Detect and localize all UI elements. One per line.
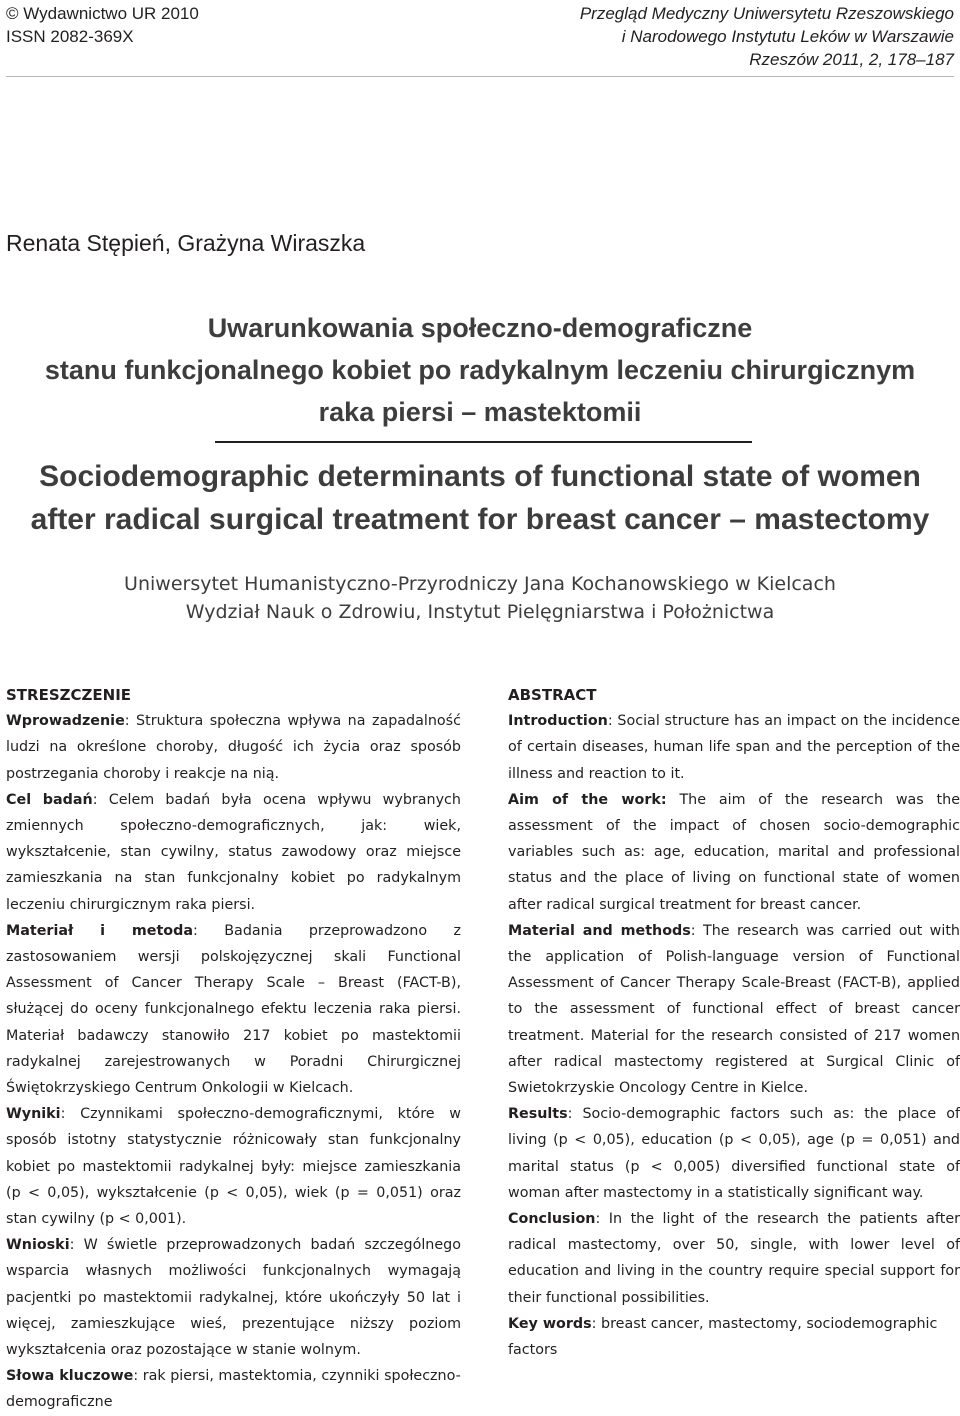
title-polish-line: raka piersi – mastektomii bbox=[318, 397, 642, 427]
title-english bbox=[0, 455, 960, 541]
section-text: : The research was carried out with the application of Polish-language version of Functional Assessment of Cancer Therapy Scale-Breast (FACT-B), applied to the assessment of functional effect of breast cancer treatment. Material for the research consisted of 217 women after radical mastectomy registered at Surgical Clinic of Swietokrzyskie Oncology Centre in Kielce. bbox=[508, 922, 960, 1097]
affiliation bbox=[0, 570, 960, 626]
abstract-section bbox=[508, 787, 960, 918]
section-text: : breast cancer, mastectomy, sociodemographic factors bbox=[508, 1315, 938, 1359]
section-text: : Socio-demographic factors such as: the place of living (p < 0,05), education (p < 0,05), age (p = 0,051) and marital status (p < 0,005) diversified functional state of woman after mastectomy in a statistically significant way. bbox=[508, 1106, 960, 1201]
section-label: Key words bbox=[508, 1315, 592, 1332]
section-text: : W świetle przeprowadzonych badań szczególnego wsparcia własnych możliwości funkcjonalnych wymagają pacjentki po mastektomii radykalnej, które ukończyły 50 lat i więcej, zamieszkujące wieś, prezentujące niższy poziom wykształcenia oraz pozostające w stanie wolnym. bbox=[6, 1237, 461, 1359]
publisher-info bbox=[6, 2, 199, 48]
abstract-column bbox=[508, 682, 960, 1363]
streszczenie-section bbox=[6, 787, 461, 918]
section-text: : Social structure has an impact on the incidence of certain diseases, human life span and the perception of the illness and reaction to it. bbox=[508, 713, 960, 782]
affiliation-line: Wydział Nauk o Zdrowiu, Instytut Pielęgniarstwa i Położnictwa bbox=[185, 601, 775, 623]
journal-name-line-1: Przegląd Medyczny Uniwersytetu Rzeszowskiego bbox=[579, 4, 954, 23]
section-label: Wprowadzenie bbox=[6, 713, 125, 730]
section-label: Słowa kluczowe bbox=[6, 1368, 134, 1385]
issn-line: ISSN 2082-369X bbox=[6, 27, 134, 46]
section-label: Results bbox=[508, 1106, 568, 1123]
section-label: Cel badań bbox=[6, 791, 93, 808]
section-label: Wnioski bbox=[6, 1237, 70, 1254]
section-text: : In the light of the research the patients after radical mastectomy, over 50, single, with lower level of education and living in the country require special support for their functional possibilities. bbox=[508, 1211, 960, 1306]
streszczenie-section bbox=[6, 1232, 461, 1363]
streszczenie-section bbox=[6, 1101, 461, 1232]
title-polish bbox=[0, 307, 960, 433]
section-text: : Struktura społeczna wpływa na zapadalność ludzi na określone choroby, długość ich życia oraz sposób postrzegania choroby i reakcje na nią. bbox=[6, 713, 461, 782]
title-divider bbox=[215, 441, 752, 443]
journal-issue-line: Rzeszów 2011, 2, 178–187 bbox=[749, 50, 954, 69]
title-polish-line: Uwarunkowania społeczno-demograficzne bbox=[207, 313, 753, 343]
streszczenie-heading: STRESZCZENIE bbox=[6, 686, 132, 704]
section-label: Material and methods bbox=[508, 922, 691, 939]
section-label: Materiał i metoda bbox=[6, 922, 194, 939]
affiliation-line: Uniwersytet Humanistyczno-Przyrodniczy Jana Kochanowskiego w Kielcach bbox=[124, 573, 836, 595]
title-english-line: Sociodemographic determinants of functional state of women bbox=[39, 460, 921, 493]
authors: Renata Stępień, Grażyna Wiraszka bbox=[6, 230, 366, 256]
streszczenie-section bbox=[6, 918, 461, 1101]
section-text: The aim of the research was the assessment of the impact of chosen socio-demographic variables such as: age, education, marital and professional status and the place of living on functional state of women after radical surgical treatment for breast cancer. bbox=[508, 791, 960, 913]
header-divider bbox=[6, 76, 954, 77]
journal-info bbox=[580, 2, 954, 71]
copyright-line: © Wydawnictwo UR 2010 bbox=[6, 4, 199, 23]
keywords-en bbox=[508, 1311, 960, 1363]
abstract-heading: ABSTRACT bbox=[508, 686, 597, 704]
abstract-section bbox=[508, 708, 960, 787]
journal-name-line-2: i Narodowego Instytutu Leków w Warszawie bbox=[621, 27, 954, 46]
abstract-section bbox=[508, 1101, 960, 1206]
section-text: : Badania przeprowadzono z zastosowaniem wersji polskojęzycznej skali Functional Assessment of Cancer Therapy Scale – Breast (FACT-B), służącej do oceny funkcjonalnego efektu leczenia raka piersi. Materiał badawczy stanowiło 217 kobiet po mastektomii radykalnej zarejestrowanych w Poradni Chirurgicznej Świętokrzyskiego Centrum Onkologii w Kielcach. bbox=[6, 922, 461, 1097]
abstract-section bbox=[508, 1206, 960, 1311]
abstract-section bbox=[508, 918, 960, 1101]
section-text: : rak piersi, mastektomia, czynniki społeczno-demograficzne bbox=[6, 1368, 461, 1411]
section-label: Aim of the work: bbox=[508, 791, 667, 808]
section-text: : Celem badań była ocena wpływu wybranych zmiennych społeczno-demograficznych, jak: wiek, wykształcenie, stan cywilny, status zawodowy oraz miejsce zamieszkania na stan funkcjonalny kobiet po radykalnym leczeniu chirurgicznym raka piersi. bbox=[6, 791, 461, 913]
streszczenie-column bbox=[6, 682, 461, 1416]
title-english-line: after radical surgical treatment for breast cancer – mastectomy bbox=[30, 503, 930, 536]
streszczenie-section bbox=[6, 708, 461, 787]
section-label: Wyniki bbox=[6, 1106, 61, 1123]
title-polish-line: stanu funkcjonalnego kobiet po radykalnym leczeniu chirurgicznym bbox=[44, 355, 916, 385]
section-text: : Czynnikami społeczno-demograficznymi, które w sposób istotny statystycznie różnicowały stan funkcjonalny kobiet po mastektomii radykalnej były: miejsce zamieszkania (p < 0,05), wykształcenie (p < 0,05), wiek (p = 0,051) oraz stan cywilny (p < 0,001). bbox=[6, 1106, 461, 1228]
section-label: Conclusion bbox=[508, 1211, 596, 1228]
keywords-pl bbox=[6, 1363, 461, 1415]
section-label: Introduction bbox=[508, 713, 608, 730]
